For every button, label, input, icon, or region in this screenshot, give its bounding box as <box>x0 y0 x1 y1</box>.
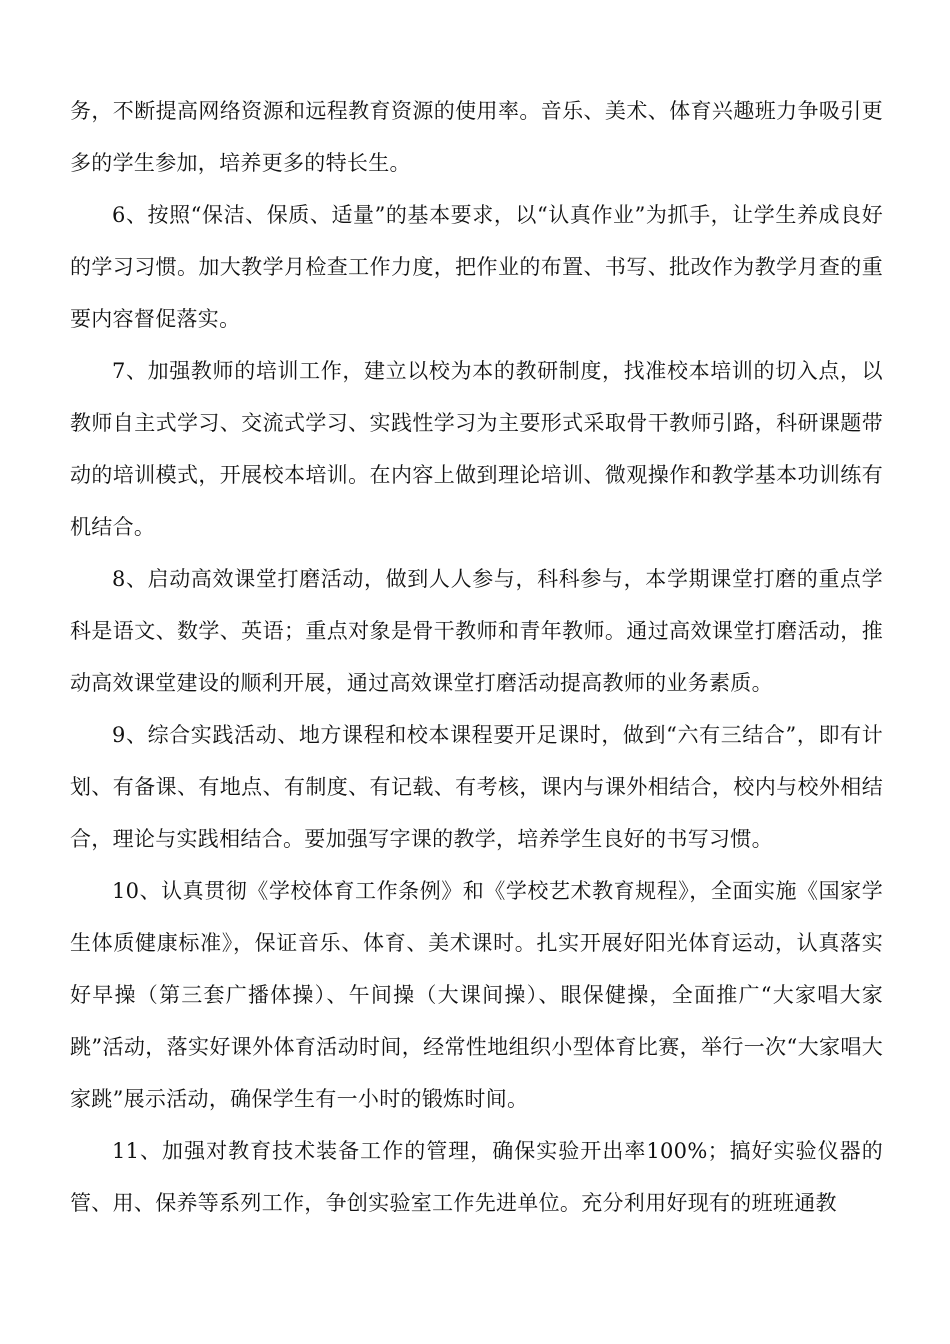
paragraph-item-10: 10、认真贯彻《学校体育工作条例》和《学校艺术教育规程》，全面实施《国家学生体质健康标准》，保证音乐、体育、美术课时。扎实开展好阳光体育运动，认真落实好早操（第三套广播体操）、午间操（大课间操）、眼保健操，全面推广“大家唱大家跳”活动，落实好课外体育活动时间，经常性地组织小型体育比赛，举行一次“大家唱大家跳”展示活动，确保学生有一小时的锻炼时间。 <box>70 879 883 1111</box>
paragraph-item-7: 7、加强教师的培训工作，建立以校为本的教研制度，找准校本培训的切入点，以教师自主式学习、交流式学习、实践性学习为主要形式采取骨干教师引路，科研课题带动的培训模式，开展校本培训。在内容上做到理论培训、微观操作和教学基本功训练有机结合。 <box>70 359 883 539</box>
paragraph-item-8: 8、启动高效课堂打磨活动，做到人人参与，科科参与，本学期课堂打磨的重点学科是语文、数学、英语；重点对象是骨干教师和青年教师。通过高效课堂打磨活动，推动高效课堂建设的顺利开展，通过高效课堂打磨活动提高教师的业务素质。 <box>70 567 883 695</box>
document-page <box>70 85 883 1229</box>
paragraph-continuation: 务，不断提高网络资源和远程教育资源的使用率。音乐、美术、体育兴趣班力争吸引更多的学生参加，培养更多的特长生。 <box>70 99 883 175</box>
paragraph-item-11: 11、加强对教育技术装备工作的管理，确保实验开出率100%；搞好实验仪器的管、用、保养等系列工作，争创实验室工作先进单位。充分利用好现有的班班通教 <box>70 1139 883 1215</box>
paragraph-item-6: 6、按照“保洁、保质、适量”的基本要求，以“认真作业”为抓手，让学生养成良好的学习习惯。加大教学月检查工作力度，把作业的布置、书写、批改作为教学月查的重要内容督促落实。 <box>70 203 883 331</box>
paragraph-item-9: 9、综合实践活动、地方课程和校本课程要开足课时，做到“六有三结合”，即有计划、有备课、有地点、有制度、有记载、有考核，课内与课外相结合，校内与校外相结合，理论与实践相结合。要加强写字课的教学，培养学生良好的书写习惯。 <box>70 723 883 851</box>
